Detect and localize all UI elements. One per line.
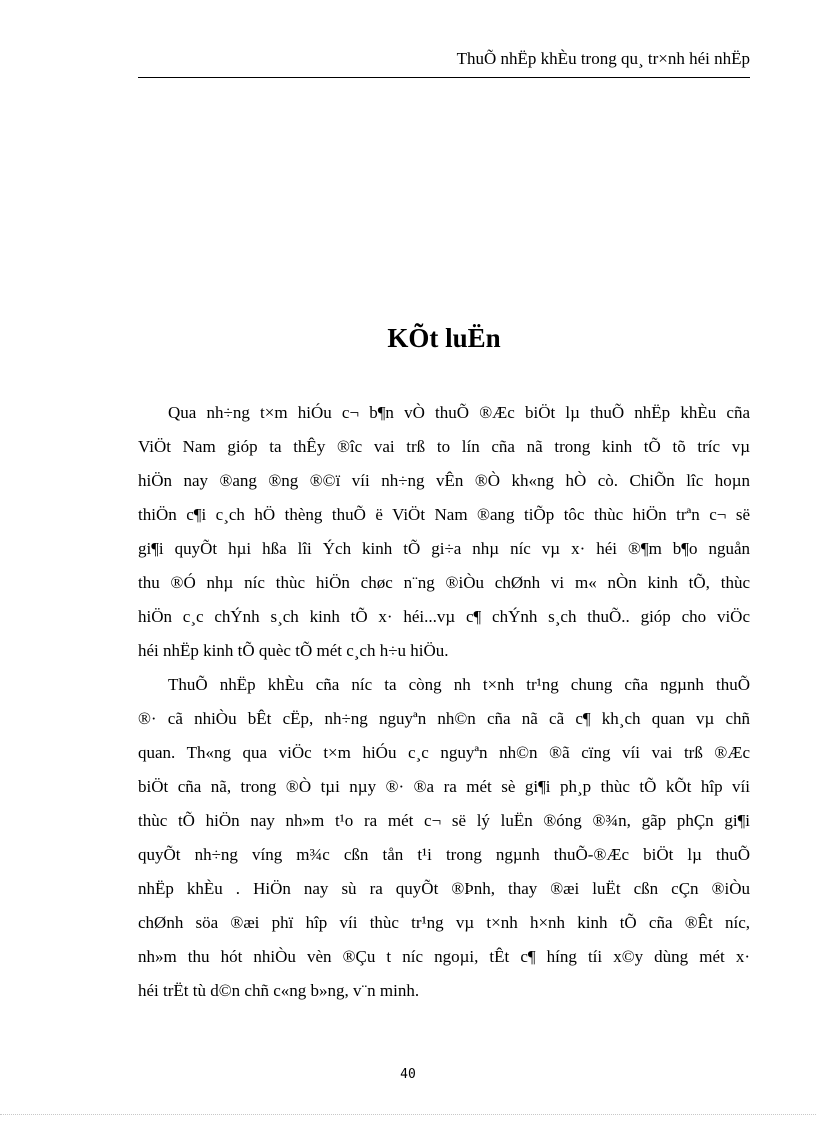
paragraph-2-line-2: ®· cã nhiÒu bÊt cËp, nh÷ng nguyªn nh©n cña nã cã c¶ kh¸ch quan vµ chñ bbox=[138, 709, 750, 728]
paragraph-2-line-3: quan. Th«ng qua viÖc t×m hiÓu c¸c nguyªn nh©n ®ã cïng víi vai trß ®Æc bbox=[138, 743, 750, 762]
paragraph-1-line-6: thu ®Ó nhµ níc thùc hiÖn chøc n¨ng ®iÒu chØnh vi m« nÒn kinh tÕ, thùc bbox=[138, 573, 750, 592]
body-text bbox=[138, 396, 750, 1008]
chapter-title: KÕt luËn bbox=[387, 323, 501, 353]
paragraph-1-line-7: hiÖn c¸c chÝnh s¸ch kinh tÕ x· héi...vµ c¶ chÝnh s¸ch thuÕ.. gióp cho viÖc bbox=[138, 607, 750, 626]
paragraph-1-line-4: thiÖn c¶i c¸ch hÖ thèng thuÕ ë ViÖt Nam ®ang tiÕp tôc thùc hiÖn trªn c¬ së bbox=[138, 505, 750, 524]
paragraph-1-line-5: gi¶i quyÕt hµi hßa lîi Ých kinh tÕ gi÷a nhµ níc vµ x· héi ®¶m b¶o nguån bbox=[138, 539, 750, 558]
paragraph-1-line-1: Qua nh÷ng t×m hiÓu c¬ b¶n vÒ thuÕ ®Æc biÖt lµ thuÕ nhËp khÈu cña bbox=[168, 403, 750, 422]
paragraph-2-line-1: ThuÕ nhËp khÈu cña níc ta còng nh t×nh tr¹ng chung cña ngµnh thuÕ bbox=[168, 675, 750, 694]
paragraph-1-line-2: ViÖt Nam gióp ta thÊy ®îc vai trß to lín cña nã trong kinh tÕ tõ tríc vµ bbox=[138, 437, 750, 456]
paragraph-2-line-8: chØnh söa ®æi phï hîp víi thùc tr¹ng vµ t×nh h×nh kinh tÕ cña ®Êt níc, bbox=[138, 913, 750, 932]
paragraph-2-line-6: quyÕt nh÷ng víng m¾c cßn tån t¹i trong ngµnh thuÕ-®Æc biÖt lµ thuÕ bbox=[138, 845, 750, 864]
running-header: ThuÕ nhËp khÈu trong qu¸ tr×nh héi nhËp bbox=[456, 49, 750, 68]
page-bottom-dotted-rule bbox=[0, 1114, 816, 1115]
paragraph-2-line-4: biÖt cña nã, trong ®Ò tµi nµy ®· ®a ra mét sè gi¶i ph¸p thùc tÕ kÕt hîp víi bbox=[138, 777, 750, 796]
paragraph-2-line-9: nh»m thu hót nhiÒu vèn ®Çu t níc ngoµi, tÊt c¶ híng tíi x©y dùng mét x· bbox=[138, 947, 750, 966]
paragraph-2-line-7: nhËp khÈu . HiÖn nay sù ra quyÕt ®Þnh, thay ®æi luËt cßn cÇn ®iÒu bbox=[138, 879, 750, 898]
paragraph-2-line-10: héi trËt tù d©n chñ c«ng b»ng, v¨n minh. bbox=[138, 981, 420, 1000]
paragraph-1-line-8: héi nhËp kinh tÕ quèc tÕ mét c¸ch h÷u hiÖu. bbox=[138, 641, 449, 660]
page-number: 40 bbox=[400, 1067, 416, 1082]
header-rule bbox=[138, 77, 750, 78]
paragraph-1-line-3: hiÖn nay ®ang ®ng ®©ï víi nh÷ng vÊn ®Ò kh«ng hÒ cò. ChiÕn lîc hoµn bbox=[138, 471, 750, 490]
paragraph-2-line-5: thùc tÕ hiÖn nay nh»m t¹o ra mét c¬ së lý luËn ®óng ®¾n, gãp phÇn gi¶i bbox=[138, 811, 750, 830]
